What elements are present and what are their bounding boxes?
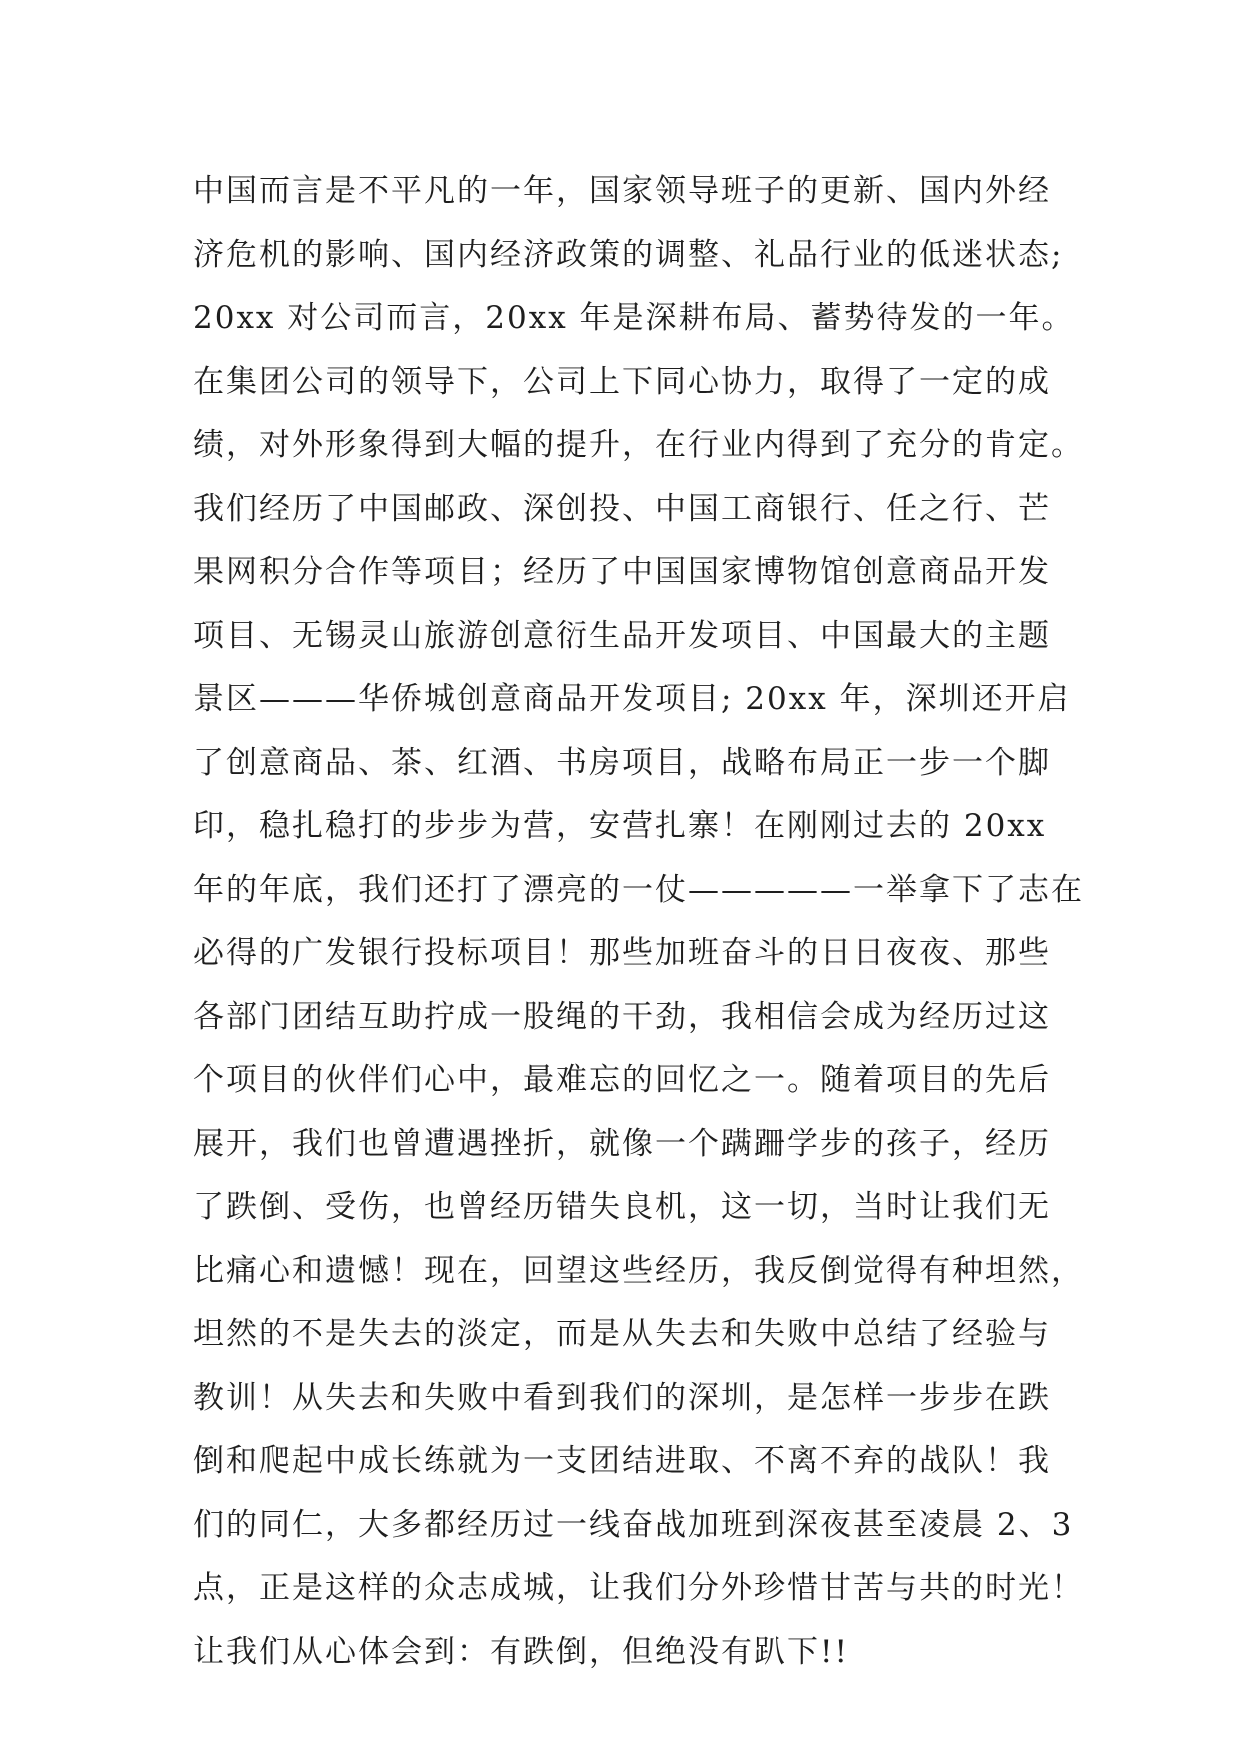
text-line: 果网积分合作等项目；经历了中国国家博物馆创意商品开发 <box>193 554 1051 590</box>
text-line: 景区———华侨城创意商品开发项目; 20xx 年，深圳还开启 <box>193 681 1071 717</box>
text-line: 我们经历了中国邮政、深创投、中国工商银行、任之行、芒 <box>193 490 1051 527</box>
text-line: 让我们从心体会到：有跌倒，但绝没有趴下!! <box>193 1633 849 1670</box>
text-line: 坦然的不是失去的淡定，而是从失去和失败中总结了经验与 <box>193 1316 1051 1352</box>
text-line: 了创意商品、茶、红酒、书房项目，战略布局正一步一个脚 <box>193 744 1051 781</box>
text-line: 在集团公司的领导下，公司上下同心协力，取得了一定的成 <box>193 363 1051 400</box>
text-line: 比痛心和遗憾！现在，回望这些经历，我反倒觉得有种坦然， <box>193 1252 1084 1289</box>
body-text <box>193 160 1084 1684</box>
text-line: 项目、无锡灵山旅游创意衍生品开发项目、中国最大的主题 <box>193 617 1051 654</box>
text-line: 点，正是这样的众志成城，让我们分外珍惜甘苦与共的时光！ <box>193 1570 1084 1606</box>
text-line: 各部门团结互助拧成一股绳的干劲，我相信会成为经历过这 <box>193 998 1051 1035</box>
text-line: 年的年底，我们还打了漂亮的一仗—————一举拿下了志在 <box>193 871 1084 908</box>
text-line: 必得的广发银行投标项目！那些加班奋斗的日日夜夜、那些 <box>193 935 1051 971</box>
text-line: 们的同仁，大多都经历过一线奋战加班到深夜甚至凌晨 2、3 <box>193 1506 1074 1543</box>
text-line: 了跌倒、受伤，也曾经历错失良机，这一切，当时让我们无 <box>193 1189 1051 1225</box>
text-line: 倒和爬起中成长练就为一支团结进取、不离不弃的战队！我 <box>193 1443 1051 1479</box>
text-line: 中国而言是不平凡的一年，国家领导班子的更新、国内外经 <box>193 173 1051 209</box>
text-line: 绩，对外形象得到大幅的提升，在行业内得到了充分的肯定。 <box>193 427 1084 463</box>
text-line: 展开，我们也曾遭遇挫折，就像一个蹒跚学步的孩子，经历 <box>193 1125 1051 1162</box>
text-line: 济危机的影响、国内经济政策的调整、礼品行业的低迷状态; <box>193 236 1064 273</box>
text-line: 个项目的伙伴们心中，最难忘的回忆之一。随着项目的先后 <box>193 1062 1051 1098</box>
text-line: 印，稳扎稳打的步步为营，安营扎寨！在刚刚过去的 20xx <box>193 808 1047 844</box>
text-line: 教训！从失去和失败中看到我们的深圳，是怎样一步步在跌 <box>193 1379 1051 1416</box>
text-line: 20xx 对公司而言，20xx 年是深耕布局、蓄势待发的一年。 <box>193 300 1075 336</box>
